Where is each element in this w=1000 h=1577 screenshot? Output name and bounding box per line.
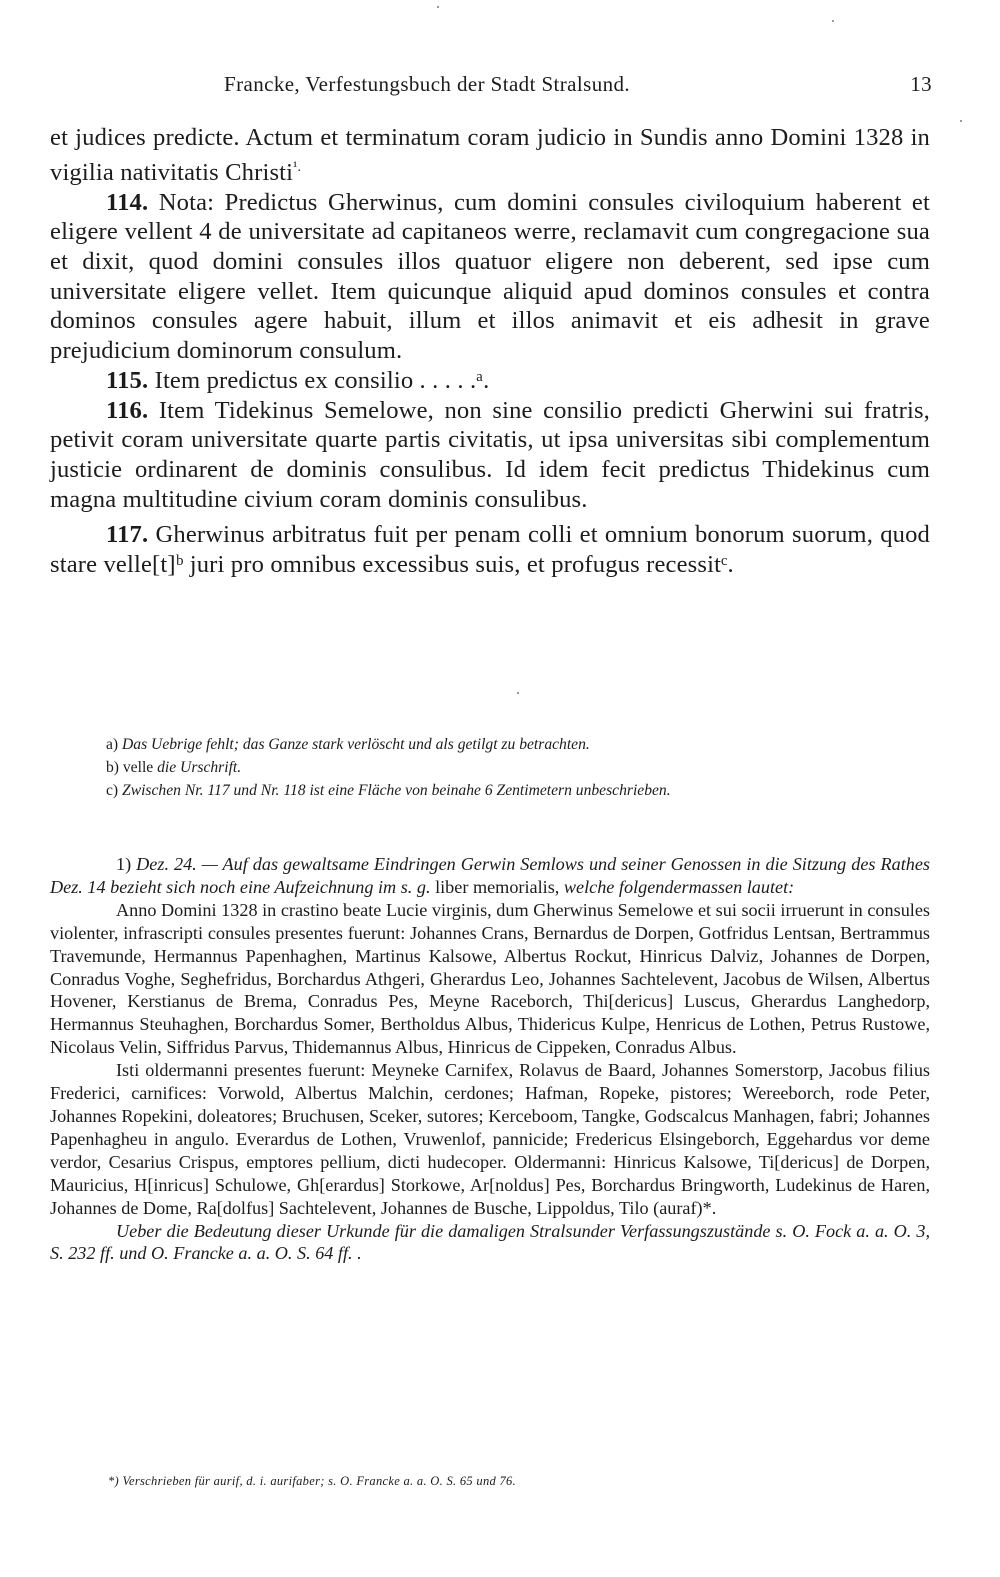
textual-notes [50, 733, 930, 802]
entry-117 [50, 520, 930, 579]
scan-speck [517, 692, 519, 694]
scan-speck [437, 6, 439, 8]
footnote-intro-italic: Dez. 24. — Auf das gewaltsame Eindringen Gerwin Semlows und seiner Genossen in die Sitzung des Rathes Dez. 14 bezieht sich noch eine Aufzeichnung im s. g. [50, 854, 930, 897]
opening-text: et judices predicte. Actum et terminatum coram judicio in Sundis anno Domini 1328 in vigilia nativitatis Christi [50, 124, 930, 186]
footnote-reference-text: Ueber die Bedeutung dieser Urkunde für die damaligen Stralsunder Verfassungszustände s. O. Fock a. a. O. 3, S. 232 ff. und O. Francke a. a. O. S. 64 ff. . [50, 1220, 930, 1264]
entry-number: 115. [106, 366, 149, 394]
asterisk-footnote: *) Verschrieben für aurif, d. i. aurifaber; s. O. Francke a. a. O. S. 65 und 76. [108, 1474, 516, 1488]
note-b-text: die Urschrift. [157, 759, 242, 776]
footnote-para-oldermanni: Isti oldermanni presentes fuerunt: Meyneke Carnifex, Rolavus de Baard, Johannes Somerstorp, Jacobus filius Frederici, carnifices: Vorwold, Albertus Malchin, cerdones; Hafman, Ropeke, pistores; Wereeborch, rode Peter, Johannes Ropekini, doleatores; Bruchusen, Sceker, sutores; Kerceboom, Tangke, Godscalcus Manhagen, fabri; Johannes Papenhagheu in angulo. Everardus de Lothen, Vruwenlof, pannicide; Fredericus Elsingeborch, Eggehardus vor deme verdor, Cesarius Crispus, emptores pellium, dicti hudecoper. Oldermanni: Hinricus Kalsowe, Ti[dericus] de Dorpen, Mauricius, H[inricus] Schulowe, Gh[erardus] Storkowe, Ar[noldus] Pes, Borchardus Bringworth, Ludekinus de Haren, Johannes de Dome, Ra[dolfus] Sachtelevent, Johannes de Busche, Lippoldus, Tilo (auraf)*. [50, 1060, 930, 1218]
entry-text: Gherwinus arbitratus fuit per penam colli et omnium bonorum suorum, quod stare velle[t] [50, 521, 930, 579]
scan-speck [960, 120, 962, 122]
footnote-para-consules: Anno Domini 1328 in crastino beate Lucie virginis, dum Gherwinus Semelowe et sui socii irruerunt in consules violenter, infrascripti consules presentes fuerunt: Johannes Crans, Bernardus de Dorpen, Gotfridus Lentsan, Bertrammus Travemunde, Hermannus Papenhaghen, Martinus Kalsowe, Albertus Rockut, Hinricus Dalviz, Johannes de Dorpen, Conradus Voghe, Seghefridus, Borchardus Athgeri, Gherardus Leo, Johannes Sachtelevent, Jacobus de Wilsen, Albertus Hovener, Kerstianus de Brema, Conradus Pes, Meyne Raceborch, Thi[dericus] Luscus, Gherardus Langhedorp, Hermannus Steuhaghen, Borchardus Somer, Bertholdus Albus, Thidericus Kulpe, Henricus de Lothen, Petrus Rustowe, Nicolaus Velin, Siffridus Parvus, Thidemannus Albus, Hinricus de Cippeken, Conradus Albus. [50, 899, 930, 1058]
footnote-intro [50, 853, 930, 899]
note-a-label: a) [106, 736, 119, 753]
footnote-para-reference [50, 1220, 930, 1266]
header-title: Francke, Verfestungsbuch der Stadt Stralsund. [224, 72, 631, 96]
entry-text-cont: juri pro omnibus excessibus suis, et profugus recessit [183, 551, 722, 579]
note-b-label: b) velle [106, 759, 154, 776]
entry-116 [50, 396, 930, 515]
note-ref-a: ᵃ. [476, 366, 490, 394]
opening-paragraph [50, 123, 930, 188]
note-c [50, 779, 930, 802]
note-a [50, 733, 930, 756]
entry-number: 116. [106, 396, 149, 424]
entry-text: Item predictus ex consilio . . . . . [154, 366, 477, 394]
entry-text: Item Tidekinus Semelowe, non sine consilio predicti Gherwini sui fratris, petivit coram universitate quarte partis civitatis, ut ipsa universitas sibi complementum justicie ordinarent de dominis consulibus. Id idem fecit predictus Thidekinus cum magna multitudine civium coram dominis consulibus. [50, 396, 930, 513]
note-a-text: Das Uebrige fehlt; das Ganze stark verlöscht und als getilgt zu betrachten. [122, 736, 590, 753]
entry-text: Nota: Predictus Gherwinus, cum domini consules civiloquium haberent et eligere vellent 4 de universitate ad capitaneos werre, reclamavit cum congregacione sua et dixit, quod domini consules illos quatuor eligere non deberent, sed ipse cum universitate eligere vellet. Item quicunque aliquid apud dominos consules et contra dominos consules agere habuit, illum et illos animavit et eis adhesit in grave prejudicium dominorum consulum. [50, 188, 930, 365]
main-text [50, 123, 930, 580]
note-ref-c: ᶜ. [721, 551, 734, 579]
note-c-text: Zwischen Nr. 117 und Nr. 118 ist eine Fläche von beinahe 6 Zentimetern unbeschrieben. [122, 782, 671, 799]
scan-speck [832, 20, 834, 22]
page-number: 13 [910, 72, 932, 96]
entry-115 [50, 366, 930, 396]
footnote-1 [50, 853, 930, 1265]
note-c-label: c) [106, 782, 119, 799]
footnote-intro-tail: welche folgendermassen lautet: [563, 876, 795, 897]
entry-114 [50, 188, 930, 366]
footnote-ref-1: ¹. [293, 159, 302, 175]
entry-number: 117. [106, 521, 149, 549]
footnote-label: 1) [116, 854, 132, 874]
footnote-liber: liber memorialis, [435, 876, 560, 897]
entry-number: 114. [106, 188, 149, 216]
note-b [50, 756, 930, 779]
note-ref-b: ᵇ [175, 551, 184, 579]
running-header [224, 72, 932, 102]
